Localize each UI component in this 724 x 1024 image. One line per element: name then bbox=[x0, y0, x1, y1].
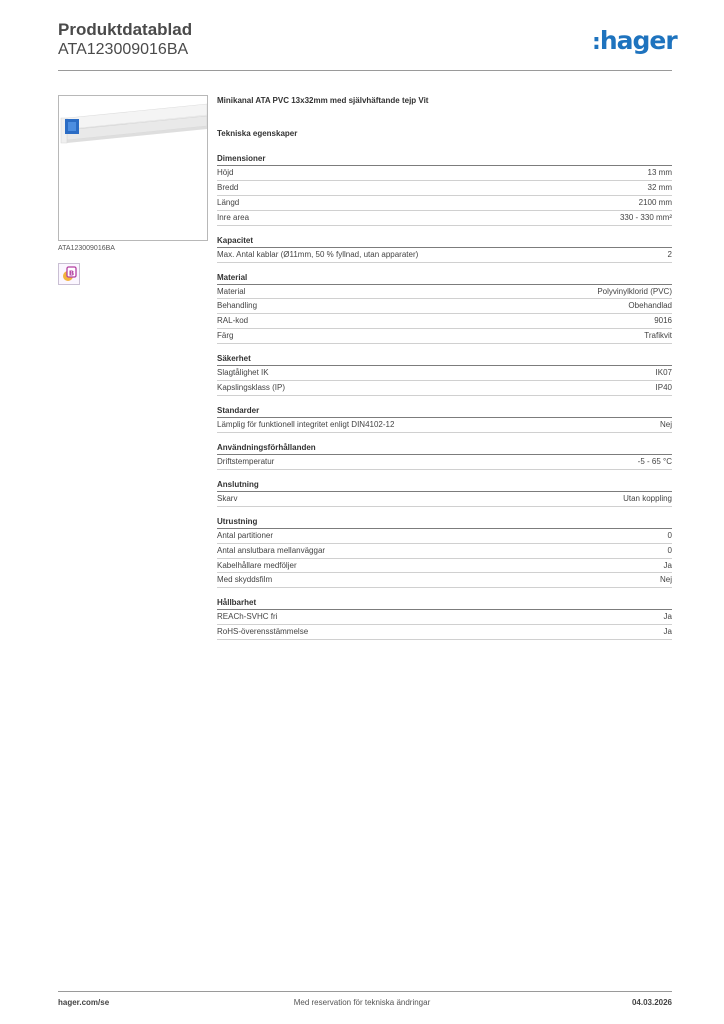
spec-label: Driftstemperatur bbox=[217, 456, 275, 466]
spec-label: Max. Antal kablar (Ø11mm, 50 % fyllnad, utan apparater) bbox=[217, 249, 419, 259]
spec-label: Behandling bbox=[217, 301, 258, 311]
spec-row bbox=[217, 329, 672, 344]
header-divider bbox=[58, 70, 672, 71]
spec-value: 0 bbox=[667, 530, 672, 540]
footer-divider bbox=[58, 991, 672, 992]
product-image bbox=[58, 95, 208, 241]
spec-label: Slagtålighet IK bbox=[217, 368, 269, 378]
section-heading: Tekniska egenskaper bbox=[217, 129, 298, 138]
spec-group-title: Dimensioner bbox=[217, 153, 672, 166]
spec-row bbox=[217, 418, 672, 433]
spec-label: Lämplig för funktionell integritet enligt DIN4102-12 bbox=[217, 419, 395, 429]
footer-website: hager.com/se bbox=[58, 998, 110, 1007]
spec-row bbox=[217, 529, 672, 544]
spec-value: 2 bbox=[667, 249, 672, 259]
spec-group-title: Användningsförhållanden bbox=[217, 442, 672, 455]
spec-value: 0 bbox=[667, 545, 672, 555]
product-code: ATA123009016BA bbox=[58, 41, 189, 58]
spec-row bbox=[217, 381, 672, 396]
spec-value: Ja bbox=[663, 627, 672, 637]
spec-group-title: Kapacitet bbox=[217, 235, 672, 248]
spec-group-title: Material bbox=[217, 272, 672, 285]
spec-row bbox=[217, 610, 672, 625]
spec-value: Polyvinylklorid (PVC) bbox=[597, 286, 672, 296]
spec-group-title: Utrustning bbox=[217, 516, 672, 529]
spec-value: 330 - 330 mm² bbox=[619, 212, 672, 222]
spec-value: Nej bbox=[659, 575, 672, 585]
spec-label: Skarv bbox=[217, 493, 238, 503]
document-header bbox=[58, 20, 192, 60]
spec-row bbox=[217, 573, 672, 588]
spec-row bbox=[217, 314, 672, 329]
spec-row bbox=[217, 211, 672, 226]
spec-label: REACh-SVHC fri bbox=[217, 612, 278, 622]
spec-value: Nej bbox=[659, 419, 672, 429]
spec-groups bbox=[217, 153, 672, 640]
spec-row bbox=[217, 559, 672, 574]
spec-value: -5 - 65 °C bbox=[637, 456, 672, 466]
logo-dots-icon: : bbox=[592, 30, 599, 55]
spec-value: Ja bbox=[663, 612, 672, 622]
spec-value: Ja bbox=[663, 560, 672, 570]
spec-label: Bredd bbox=[217, 182, 239, 192]
document-title: Produktdatablad bbox=[58, 20, 193, 39]
image-caption: ATA123009016BA bbox=[58, 245, 115, 252]
spec-row bbox=[217, 366, 672, 381]
spec-value: 13 mm bbox=[647, 168, 672, 177]
spec-value: 9016 bbox=[654, 316, 672, 326]
spec-row bbox=[217, 285, 672, 300]
footer-disclaimer: Med reservation för tekniska ändringar bbox=[293, 998, 431, 1007]
spec-value: IK07 bbox=[655, 368, 672, 378]
spec-group-title: Anslutning bbox=[217, 479, 672, 492]
spec-row bbox=[217, 196, 672, 211]
spec-value: 2100 mm bbox=[638, 197, 672, 207]
spec-label: Inre area bbox=[217, 212, 250, 222]
svg-text:B: B bbox=[68, 269, 75, 278]
spec-row bbox=[217, 455, 672, 470]
spec-row bbox=[217, 492, 672, 507]
spec-row bbox=[217, 166, 672, 181]
spec-label: Höjd bbox=[217, 168, 234, 177]
spec-label: RoHS-överensstämmelse bbox=[217, 627, 309, 637]
spec-label: Material bbox=[217, 286, 246, 296]
specification-content bbox=[217, 95, 672, 640]
spec-label: Antal anslutbara mellanväggar bbox=[217, 545, 326, 555]
spec-group-title: Säkerhet bbox=[217, 353, 672, 366]
spec-row bbox=[217, 299, 672, 314]
spec-label: Kapslingsklass (IP) bbox=[217, 383, 286, 393]
spec-value: IP40 bbox=[655, 383, 672, 393]
hager-logo bbox=[592, 26, 677, 58]
product-title: Minikanal ATA PVC 13x32mm med självhäftande tejp Vit bbox=[217, 96, 429, 105]
eco-label-icon bbox=[58, 263, 80, 285]
spec-row bbox=[217, 248, 672, 263]
spec-group-title: Hållbarhet bbox=[217, 597, 672, 610]
spec-value: Obehandlad bbox=[628, 301, 672, 311]
spec-row bbox=[217, 544, 672, 559]
spec-value: Utan koppling bbox=[623, 493, 672, 503]
spec-row bbox=[217, 625, 672, 640]
spec-label: RAL-kod bbox=[217, 316, 249, 326]
spec-label: Färg bbox=[217, 331, 234, 341]
spec-value: 32 mm bbox=[647, 182, 672, 192]
spec-label: Längd bbox=[217, 197, 240, 207]
spec-label: Antal partitioner bbox=[217, 530, 274, 540]
spec-group-title: Standarder bbox=[217, 405, 672, 418]
spec-row bbox=[217, 181, 672, 196]
spec-label: Med skyddsfilm bbox=[217, 575, 273, 585]
logo-text: hager bbox=[599, 26, 677, 55]
footer-date: 04.03.2026 bbox=[631, 998, 672, 1007]
spec-label: Kabelhållare medföljer bbox=[217, 560, 297, 570]
spec-value: Trafikvit bbox=[644, 331, 672, 341]
